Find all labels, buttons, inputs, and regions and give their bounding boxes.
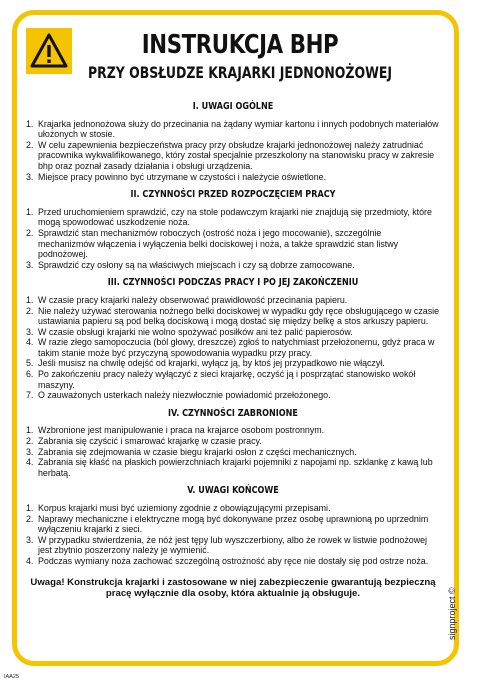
page-subtitle: PRZY OBSŁUDZE KRAJARKI JEDNONOŻOWEJ [87,63,393,82]
list-item [26,140,440,172]
item-text: Zabrania się kłaść na płaskich powierzchniach krajarki pojemniki z napojami np. szklankę z kawą lub herbatą. [38,457,433,478]
item-number: 1. [26,425,34,436]
warning-triangle-icon [29,31,69,71]
list-item [26,327,440,338]
instruction-list [26,119,440,183]
section-heading: IV. CZYNNOŚCI ZABRONIONE [168,407,298,419]
list-item [26,390,440,401]
item-text: Naprawy mechaniczne i elektryczne mogą być dokonywane przez osobę uprawnioną po uprzednim wyłączeniu krajarki z sieci. [38,513,429,535]
item-number: 3. [26,326,34,337]
item-number: 2. [26,139,34,150]
list-item [26,425,440,436]
item-text: Jeśli musisz na chwilę odejść od krajarki, wyłącz ją, by ktoś jej przypadkowo nie włączył. [38,358,385,369]
item-number: 3. [26,446,34,457]
list-item [26,295,440,306]
list-item [26,172,440,183]
item-text: W celu zapewnienia bezpieczeństwa pracy przy obsłudze krajarki jednonożowej należy zatrudniać pracownika wykwalifikowanego, który został specjalnie przeszkolony na stanowisku pracy w zakresie bhp oraz poznał zasady działania i obsługi urządzenia. [38,139,435,171]
list-item [26,260,440,271]
item-number: 1. [26,503,34,513]
item-number: 1. [26,294,34,305]
item-text: Przed uruchomieniem sprawdzić, czy na stole podawczym krajarki nie znajdują się przedmioty, które mogą spowodować uszkodzenie noża. [38,206,432,228]
warning-sign [26,28,72,74]
item-number: 3. [26,259,34,270]
item-text: W czasie pracy krajarki należy obserwować prawidłowość przecinania papieru. [38,294,348,305]
item-number: 2. [26,305,34,316]
item-number: 3. [26,171,34,182]
warning-note: Uwaga! Konstrukcja krajarki i zastosowane w niej zabezpieczenie gwarantują bezpieczną pracę wyłącznie dla osoby, która aktualnie ją obsługuje. [30,576,436,600]
item-text: Miejsce pracy powinno być utrzymane w czystości i należycie oświetlone. [38,171,327,182]
list-item [26,119,440,140]
item-number: 4. [26,555,34,566]
product-code: IAA25 [4,674,19,680]
page-title: INSTRUKCJA BHP [141,30,339,60]
section-heading: I. UWAGI OGÓLNE [192,101,274,112]
list-item [26,535,440,556]
item-number: 2. [26,227,34,238]
item-number: 6. [26,369,34,380]
list-item [26,447,440,458]
item-text: Zabrania się czyścić i smarować krajarkę w czasie pracy. [38,436,262,447]
list-item [26,556,440,567]
item-text: Wzbronione jest manipulowanie i praca na krajarce osobom postronnym. [38,425,325,436]
list-item [26,457,440,478]
list-item [26,503,440,514]
item-text: Sprawdzić stan mechanizmów roboczych (ostrość noża i jego mocowanie), szczególnie mechanizmów włączenia i wyłączenia belki dociskowej i noża, a także sprawdzić stan listwy podnożowej. [38,227,399,260]
item-number: 2. [26,513,34,524]
item-text: W przypadku stwierdzenia, że nóż jest tępy lub wyszczerbiony, albo że rowek w listwie podnożowej jest zbytnio poszerzony należy je wymienić. [38,534,428,556]
item-text: Korpus krajarki musi być uziemiony zgodnie z obowiązującymi przepisami. [38,503,331,513]
list-item [26,358,440,369]
list-item [26,436,440,447]
item-number: 3. [26,534,34,545]
item-text: Krajarka jednonożowa służy do przecinania na żądany wymiar kartonu i innych podobnych materiałów ułożonych w stosie. [38,118,439,140]
instruction-list [26,207,440,271]
item-number: 1. [26,206,34,217]
item-number: 1. [26,118,34,129]
instruction-list [26,295,440,401]
instruction-list [26,503,440,567]
item-text: Sprawdzić czy osłony są na właściwych miejscach i czy są dobrze zamocowane. [38,259,355,270]
item-text: O zauważonych usterkach należy niezwłocznie powiadomić przełożonego. [38,390,331,401]
item-text: W czasie obsługi krajarki nie wolno spożywać posiłków ani też palić papierosów. [38,326,353,337]
section-heading: III. CZYNNOŚCI PODCZAS PRACY I PO JEJ ZAKOŃCZENIU [107,277,359,289]
list-item [26,514,440,535]
item-text: Zabrania się zdejmowania w czasie biegu krajarki osłon z części mechanicznych. [38,446,357,457]
item-number: 4. [26,457,34,468]
item-number: 4. [26,337,34,348]
list-item [26,369,440,390]
list-item [26,207,440,228]
list-item [26,228,440,260]
item-number: 7. [26,390,34,401]
brand-label: signproject © [447,587,457,640]
instruction-body [26,96,440,600]
list-item [26,306,440,327]
item-text: Nie należy używać sterowania nożnego belki dociskowej w wypadku gdy ręce obsługującego w czasie ustawiania papieru są pod belką dociskową i mogą dostać się między belkę a stos arkuszy papieru. [38,305,440,327]
item-number: 5. [26,358,34,369]
section-heading: II. CZYNNOŚCI PRZED ROZPOCZĘCIEM PRACY [130,189,336,201]
item-text: Po zakończeniu pracy należy wyłączyć z sieci krajarkę, oczyść ją i posprzątać stanowisko wokół maszyny. [38,369,416,390]
instruction-list [26,425,440,478]
list-item [26,337,440,358]
item-text: Podczas wymiany noża zachować szczególną ostrożność aby ręce nie dostały się pod ostrze noża. [38,555,429,566]
section-heading: V. UWAGI KOŃCOWE [187,485,279,497]
item-text: W razie złego samopoczucia (ból głowy, dreszcze) zgłoś to natychmiast przełożonemu, gdyż praca w takim stanie może być przyczyną spowodowania wypadku przy pracy. [38,337,435,358]
item-number: 2. [26,436,34,447]
